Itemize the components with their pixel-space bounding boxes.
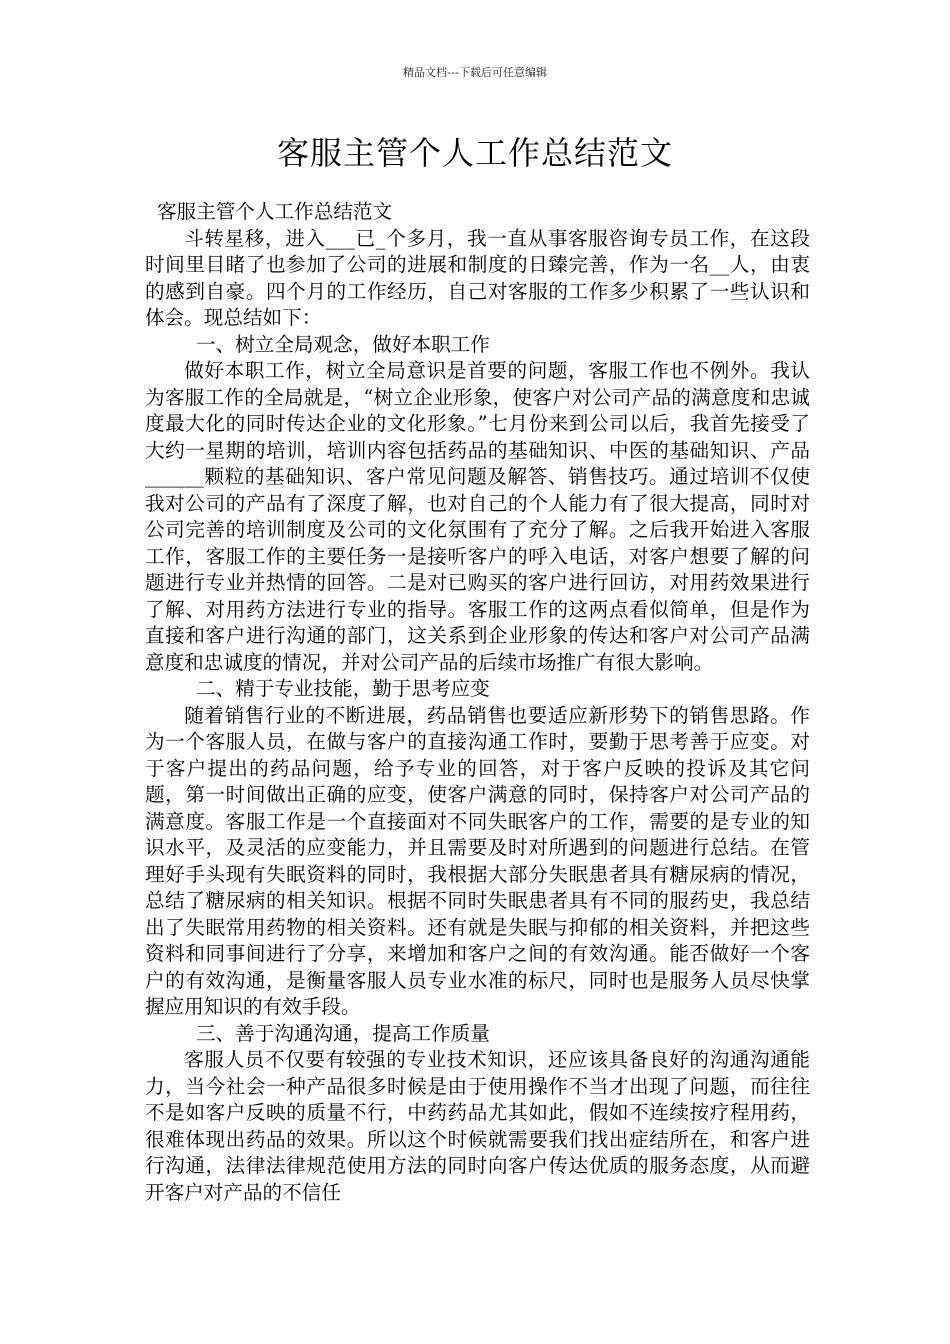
header-note: 精品文档---下载后可任意编辑 <box>403 66 547 79</box>
paragraph-intro: 斗转星移，进入___已_个多月，我一直从事客服咨询专员工作，在这段时间里目睹了也参加了公司的进展和制度的日臻完善，作为一名__人，由衷的感到自豪。四个月的工作经历，自己对客服的工作多少积累了一些认识和体会。现总结如下： <box>145 226 810 329</box>
document-subtitle: 客服主管个人工作总结范文 <box>157 200 393 223</box>
paragraph-section-1: 做好本职工作，树立全局意识是首要的问题，客服工作也不例外。我认为客服工作的全局就是，“树立企业形象，使客户对公司产品的满意度和忠诚度最大化的同时传达企业的文化形象。”七月份来到公司以后，我首先接受了大约一星期的培训，培训内容包括药品的基础知识、中医的基础知识、产品______颗粒的基础知识、客户常见问题及解答、销售技巧。通过培训不仅使我对公司的产品有了深度了解，也对自己的个人能力有了很大提高，同时对公司完善的培训制度及公司的文化氛围有了充分了解。之后我开始进入客服工作，客服工作的主要任务一是接听客户的呼入电话，对客户想要了解的问题进行专业并热情的回答。二是对已购买的客户进行回访，对用药效果进行了解、对用药方法进行专业的指导。客服工作的这两点看似简单，但是作为直接和客户进行沟通的部门，这关系到企业形象的传达和客户对公司产品满意度和忠诚度的情况，并对公司产品的后续市场推广有很大影响。 <box>145 359 810 674</box>
paragraph-section-3: 客服人员不仅要有较强的专业技术知识，还应该具备良好的沟通沟通能力，当今社会一种产品很多时候是由于使用操作不当才出现了问题，而往往不是如客户反映的质量不行，中药药品尤其如此，假如不连续按疗程用药，很难体现出药品的效果。所以这个时候就需要我们找出症结所在，和客户进行沟通，法律法律规范使用方法的同时向客户传达优质的服务态度，从而避开客户对产品的不信任 <box>145 1048 810 1204</box>
document-title: 客服主管个人工作总结范文 <box>276 134 673 172</box>
section-heading-1: 一、树立全局观念，做好本职工作 <box>195 332 490 356</box>
section-heading-2: 二、精于专业技能，勤于思考应变 <box>195 677 490 700</box>
section-heading-3: 三、善于沟通沟通，提高工作质量 <box>195 1021 490 1045</box>
paragraph-section-2: 随着销售行业的不断进展，药品销售也要适应新形势下的销售思路。作为一个客服人员，在做与客户的直接沟通工作时，要勤于思考善于应变。对于客户提出的药品问题，给予专业的回答，对于客户反映的投诉及其它问题，第一时间做出正确的应变，使客户满意的同时，保持客户对公司产品的满意度。客服工作是一个直接面对不同失眠客户的工作，需要的是专业的知识水平，及灵活的应变能力，并且需要及时对所遇到的问题进行总结。在管理好手头现有失眠资料的同时，我根据大部分失眠患者具有糖尿病的情况，总结了糖尿病的相关知识。根据不同时失眠患者具有不同的服药史，我总结出了失眠常用药物的相关资料。还有就是失眠与抑郁的相关资料，并把这些资料和同事间进行了分享，来增加和客户之间的有效沟通。能否做好一个客户的有效沟通，是衡量客服人员专业水准的标尺，同时也是服务人员尽快掌握应用知识的有效手段。 <box>145 703 810 1018</box>
document-body <box>145 199 810 1206</box>
